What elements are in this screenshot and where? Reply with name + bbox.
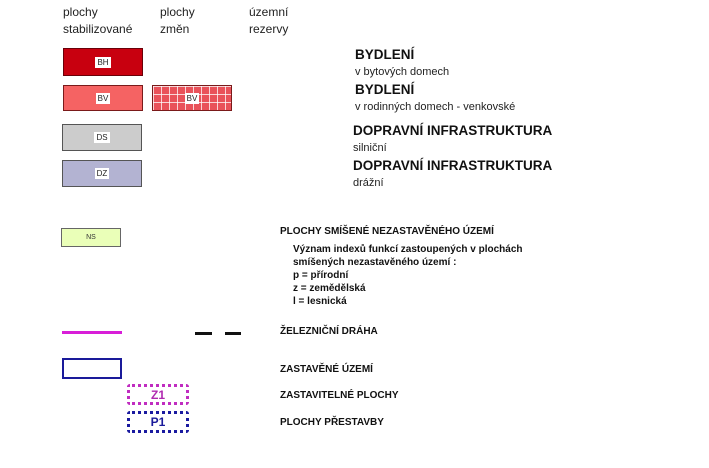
built-up-title: ZASTAVĚNÉ ÚZEMÍ xyxy=(280,364,373,375)
dz-code: DZ xyxy=(96,169,108,178)
railway-line-stabilized xyxy=(62,331,122,334)
header-reserves: územní rezervy xyxy=(249,5,289,36)
bv-swatch xyxy=(63,85,143,111)
ds-swatch xyxy=(62,124,142,151)
ns-description: Význam indexů funkcí zastoupených v plochách smíšených nezastavěného území : p = přírodní z = zemědělská l = lesnická xyxy=(293,244,523,307)
ds-title: DOPRAVNÍ INFRASTRUKTURA xyxy=(353,123,553,138)
buildable-swatch xyxy=(127,384,189,405)
header-changes: plochy změn xyxy=(160,5,195,36)
header-stabilized: plochy stabilizované xyxy=(63,5,133,36)
bv-change-swatch xyxy=(152,85,232,111)
bh-swatch xyxy=(63,48,143,76)
bv-title: BYDLENÍ xyxy=(355,82,415,97)
ns-code: NS xyxy=(86,234,96,241)
bv-change-code: BV xyxy=(186,93,198,103)
railway-dash-1 xyxy=(195,332,212,335)
ns-swatch xyxy=(61,228,121,247)
built-up-swatch xyxy=(62,358,122,379)
buildable-title: ZASTAVITELNÉ PLOCHY xyxy=(280,390,399,401)
ds-subtitle: silniční xyxy=(353,142,387,154)
redevelopment-title: PLOCHY PŘESTAVBY xyxy=(280,417,384,428)
ds-code: DS xyxy=(96,133,108,142)
ns-title: PLOCHY SMÍŠENÉ NEZASTAVĚNÉHO ÚZEMÍ xyxy=(280,226,494,237)
bv-code: BV xyxy=(97,93,109,103)
bh-title: BYDLENÍ xyxy=(355,47,415,62)
railway-dash-2 xyxy=(225,332,241,335)
buildable-code: Z1 xyxy=(150,387,165,402)
bv-subtitle: v rodinných domech - venkovské xyxy=(355,101,516,113)
redevelopment-swatch xyxy=(127,411,189,433)
dz-title: DOPRAVNÍ INFRASTRUKTURA xyxy=(353,158,553,173)
railway-title: ŽELEZNIČNÍ DRÁHA xyxy=(280,326,378,337)
dz-swatch xyxy=(62,160,142,187)
dz-subtitle: drážní xyxy=(353,177,384,189)
redevelopment-code: P1 xyxy=(150,415,166,429)
bh-code: BH xyxy=(97,57,109,67)
bh-subtitle: v bytových domech xyxy=(355,66,450,78)
